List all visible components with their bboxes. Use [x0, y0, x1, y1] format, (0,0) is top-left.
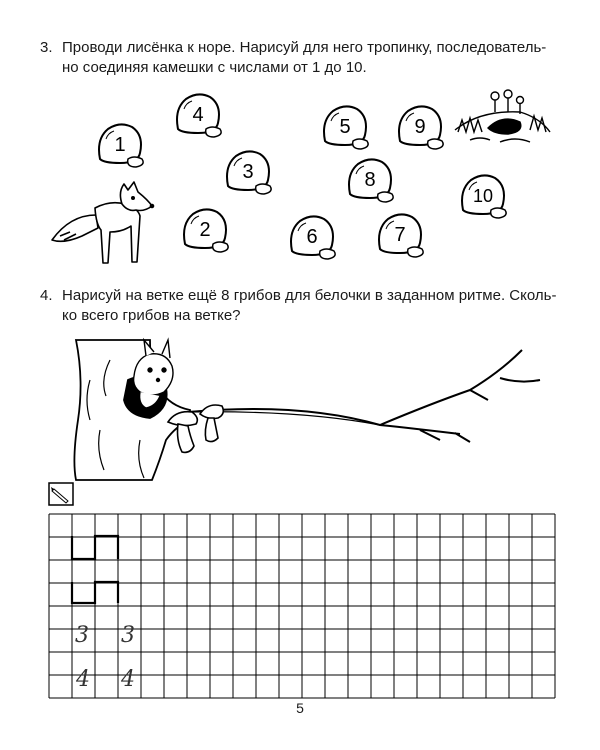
task4-number: 4. [40, 287, 53, 304]
stone-9[interactable] [399, 106, 443, 149]
stone-3-label: 3 [242, 161, 254, 183]
page-number: 5 [296, 700, 304, 716]
stone-9-label: 9 [414, 116, 426, 138]
task3-number: 3. [40, 39, 53, 56]
fox-icon [52, 182, 154, 263]
stone-1[interactable] [99, 124, 143, 167]
stone-4-label: 4 [192, 104, 204, 126]
stone-6[interactable] [291, 216, 335, 259]
stone-2[interactable] [184, 209, 228, 252]
stone-10[interactable] [462, 175, 506, 218]
stone-1-label: 1 [114, 134, 126, 156]
grid-digit-3b: 3 [121, 623, 135, 648]
stone-6-label: 6 [306, 226, 318, 248]
stone-5[interactable] [324, 106, 368, 149]
mushroom-icon [168, 405, 223, 452]
grid-digit-4a: 4 [76, 667, 90, 692]
stone-8[interactable] [349, 159, 393, 202]
grid-digit-3a: 3 [75, 623, 89, 648]
stone-3[interactable] [227, 151, 271, 194]
stone-10-label: 10 [472, 186, 494, 206]
stone-4[interactable] [177, 94, 221, 137]
stone-8-label: 8 [364, 169, 376, 191]
grid-digit-4b: 4 [121, 667, 135, 692]
stone-7-label: 7 [394, 224, 406, 246]
grid-sample-pattern [72, 536, 118, 603]
stone-7[interactable] [379, 214, 423, 257]
branch [188, 350, 540, 442]
task3-instruction-line2: но соединяя камешки с числами от 1 до 10. [62, 59, 367, 76]
pencil-icon [49, 483, 73, 505]
squirrel-icon [134, 340, 173, 408]
stone-2-label: 2 [199, 219, 211, 241]
task3-illustration [0, 0, 600, 290]
tree-icon [74, 340, 190, 480]
task4-instruction-line2: ко всего грибов на ветке? [62, 307, 241, 324]
burrow-icon [455, 90, 550, 142]
stone-5-label: 5 [339, 116, 351, 138]
task3-instruction-line1: Проводи лисёнка к норе. Нарисуй для него тропинку, последователь- [62, 39, 547, 56]
task4-instruction-line1: Нарисуй на ветке ещё 8 грибов для белочки в заданном ритме. Сколь- [62, 287, 557, 304]
